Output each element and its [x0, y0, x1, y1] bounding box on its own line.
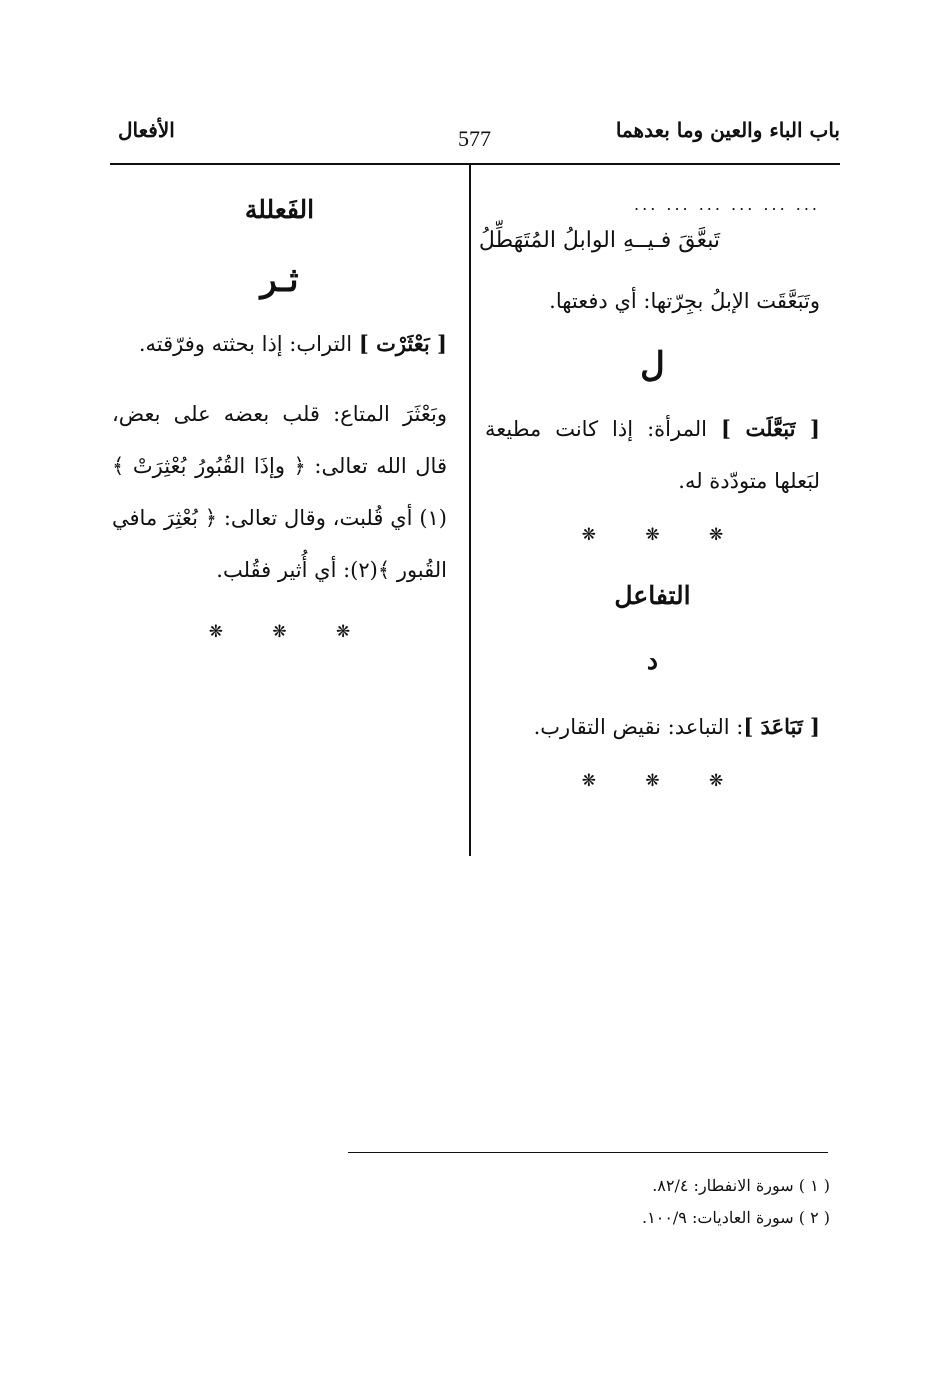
definition-bathart: التراب: إذا بحثته وفرّقته.	[138, 332, 353, 356]
root-letter-dal: د	[646, 646, 659, 675]
verse-gloss: وتَبَعَّقَت الإبلُ بجِرّتها: أي دفعتها.	[549, 289, 820, 313]
entry-bathart	[112, 318, 447, 370]
running-header-chapter: باب الباء والعين وما بعدهما	[615, 118, 840, 142]
headword-bathart: [ بَعْثَرْت ]	[358, 331, 447, 356]
section-separator-stars: ❋ ❋ ❋	[581, 771, 746, 791]
footnote-1: ( ١ ) سورة الانفطار: ٨٢/٤.	[652, 1176, 830, 1195]
column-divider	[469, 164, 471, 856]
root-letter-lam: ل	[640, 345, 665, 385]
definition-taballat: المرأة: إذا كانت مطيعة لبَعلها متودّدة له.	[485, 417, 820, 493]
left-column	[112, 195, 447, 642]
poetry-verse: تَبعَّقَ فـيــهِ الوابلُ المُتَهَطِّلُ	[478, 228, 720, 253]
footnote-2: ( ٢ ) سورة العاديات: ١٠٠/٩.	[642, 1208, 830, 1227]
page-number: 577	[458, 126, 491, 151]
entry-taballat	[485, 403, 820, 507]
running-header-section: الأفعال	[118, 118, 175, 142]
definition-tabaad: : التباعد: نقيض التقارب.	[533, 715, 744, 739]
entry-bathar-paragraph: وبَعْثَرَ المتاع: قلب بعضه على بعض، قال الله تعالى: ﴿ وإذَا القُبُورُ بُعْثِرَتْ ﴾(١) أي قُلبت، وقال تعالى: ﴿ بُعْثِرَ مافي القُبور ﴾(٢): أي أُثير فقُلب.	[112, 402, 447, 582]
right-column	[478, 195, 820, 791]
verse-ellipsis: ... ... ... ... ... ...	[634, 195, 820, 214]
entry-tabaad	[485, 701, 820, 753]
section-heading-tafaul: التفاعل	[614, 581, 691, 610]
section-heading-falala: الفَعللة	[244, 195, 315, 224]
root-letters-thr: ثـر	[260, 260, 299, 300]
section-separator-stars: ❋ ❋ ❋	[581, 525, 746, 545]
header-rule	[110, 163, 840, 165]
headword-taballat: [ تَبَعَّلَت ]	[720, 416, 820, 441]
headword-tabaad: [ تَبَاعَدَ ]	[743, 714, 820, 739]
footnote-rule	[348, 1152, 828, 1153]
section-separator-stars: ❋ ❋ ❋	[208, 622, 373, 642]
